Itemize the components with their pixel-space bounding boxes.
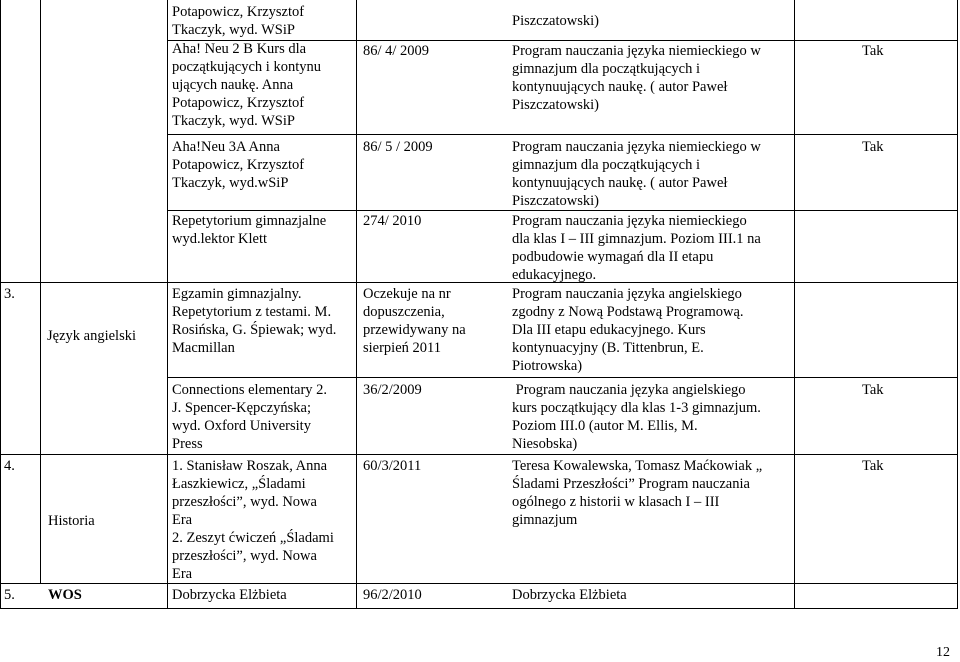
row-number: 3. [4, 286, 15, 302]
row-number: 4. [4, 458, 15, 474]
book-cell: Aha! Neu 2 B Kurs dla początkujących i kontynu ujących naukę. Anna Potapowicz, Krzysztof Tkaczyk, wyd. WSiP [172, 41, 321, 129]
col-divider-subject [167, 0, 168, 609]
page-number: 12 [936, 645, 950, 660]
program-cell: Program nauczania języka niemieckiego w gimnazjum dla początkujących i kontynuujących naukę. ( autor Paweł Piszczatowski) [512, 43, 761, 113]
book-cell: Egzamin gimnazjalny. Repetytorium z testami. M. Rosińska, G. Śpiewak; wyd. Macmillan [172, 286, 337, 356]
program-cell: Piszczatowski) [512, 13, 599, 29]
book-cell: Potapowicz, Krzysztof Tkaczyk, wyd. WSiP [172, 4, 305, 38]
row-line-8 [0, 608, 958, 609]
subject-cell: Historia [48, 513, 95, 529]
approved-flag: Tak [862, 43, 884, 59]
program-number-cell: 96/2/2010 [363, 587, 422, 603]
book-cell: Dobrzycka Elżbieta [172, 587, 287, 603]
program-cell: Program nauczania języka angielskiego zgodny z Nową Podstawą Programową. Dla III etapu edukacyjnego. Kurs kontynuacyjny (B. Tittenbrun, E. Piotrowska) [512, 286, 744, 374]
col-divider-program [794, 0, 795, 609]
book-cell: 1. Stanisław Roszak, Anna Łaszkiewicz, „Śladami przeszłości”, wyd. Nowa Era 2. Zeszyt ćwiczeń „Śladami przeszłości”, wyd. Nowa Era [172, 458, 334, 582]
subject-cell: WOS [48, 587, 82, 603]
row-number: 5. [4, 587, 15, 603]
program-number-cell: 86/ 4/ 2009 [363, 43, 430, 59]
row-line-4 [0, 282, 958, 283]
program-cell: Program nauczania języka niemieckiego dla klas I – III gimnazjum. Poziom III.1 na podbudowie wymagań dla II etapu edukacyjnego. [512, 213, 761, 283]
col-divider-book [356, 0, 357, 609]
program-number-cell: 60/3/2011 [363, 458, 422, 474]
book-cell: Aha!Neu 3A Anna Potapowicz, Krzysztof Tkaczyk, wyd.wSiP [172, 139, 305, 191]
table-border-right [957, 0, 958, 609]
approved-flag: Tak [862, 382, 884, 398]
book-cell: Repetytorium gimnazjalne wyd.lektor Klett [172, 213, 327, 247]
program-number-cell: 86/ 5 / 2009 [363, 139, 433, 155]
program-cell: Program nauczania języka niemieckiego w gimnazjum dla początkujących i kontynuujących naukę. ( autor Paweł Piszczatowski) [512, 139, 761, 209]
row-line-2 [167, 134, 958, 135]
program-number-cell: 36/2/2009 [363, 382, 422, 398]
subject-cell: Język angielski [47, 328, 136, 344]
approved-flag: Tak [862, 139, 884, 155]
row-line-5 [167, 377, 958, 378]
program-cell: Dobrzycka Elżbieta [512, 587, 627, 603]
program-number-cell: Oczekuje na nr dopuszczenia, przewidywany na sierpień 2011 [363, 286, 466, 356]
row-line-3 [167, 210, 958, 211]
table-border-left [0, 0, 1, 609]
program-number-cell: 274/ 2010 [363, 213, 422, 229]
approved-flag: Tak [862, 458, 884, 474]
row-line-7 [0, 583, 958, 584]
program-cell: Teresa Kowalewska, Tomasz Maćkowiak „ Śladami Przeszłości” Program nauczania ogólnego z historii w klasach I – III gimnazjum [512, 458, 763, 528]
book-cell: Connections elementary 2. J. Spencer-Kępczyńska; wyd. Oxford University Press [172, 382, 328, 452]
row-line-6 [0, 454, 958, 455]
col-divider-number [40, 0, 41, 583]
program-cell: Program nauczania języka angielskiego kurs początkujący dla klas 1-3 gimnazjum. Poziom III.0 (autor M. Ellis, M. Niesobska) [512, 382, 761, 452]
